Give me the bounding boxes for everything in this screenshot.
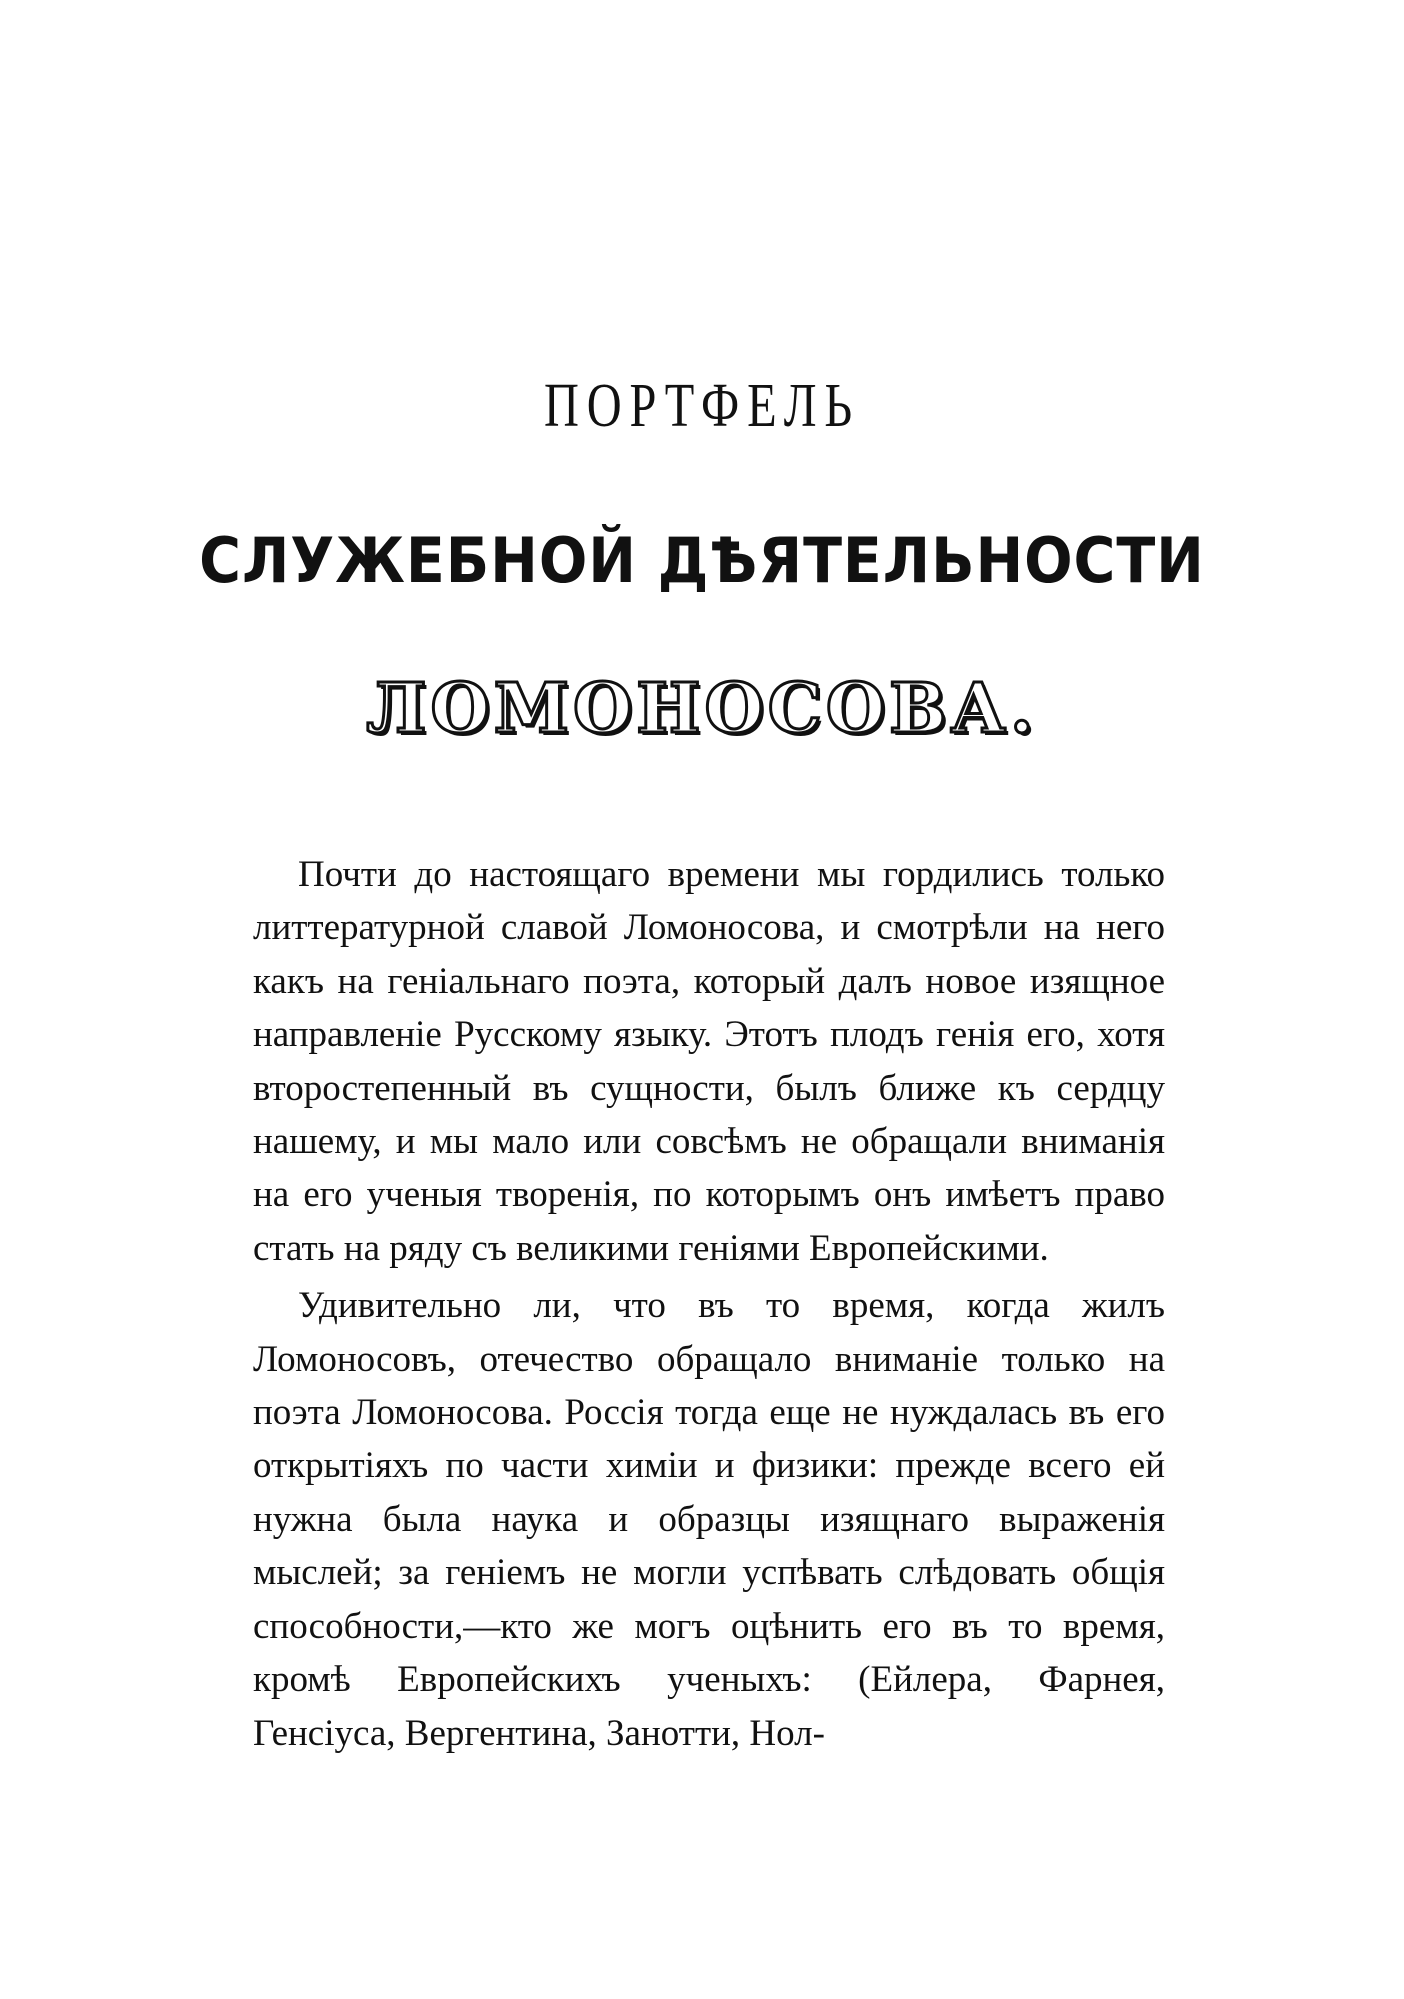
paragraph-1: Почти до настоящаго времени мы гордились только литтературной славой Ломоносова, и смотрѣли на него какъ на геніальнаго поэта, который далъ новое изящное направленіе Русскому языку. Этотъ плодъ генія его, хотя второстепенный въ сущности, былъ ближе къ сердцу нашему, и мы мало или совсѣмъ не обращали вниманія на его ученыя творенія, по которымъ онъ имѣетъ право стать на ряду съ великими геніями Европейскими. (253, 854, 1165, 1269)
title-lomonosov: ЛОМОНОСОВА. (366, 669, 1038, 749)
title-portfolio: ПОРТФЕЛЬ (544, 372, 860, 440)
paragraph-2: Удивительно ли, что въ то время, когда жилъ Ломоносовъ, отечество обращало вниманіе только на поэта Ломоносова. Россія тогда еще не нуждалась въ его открытіяхъ по части химіи и физики: прежде всего ей нужна была наука и образцы изящнаго выраженія мыслей; за геніемъ не могли успѣвать слѣдовать общія способности,—кто же могъ оцѣнить его въ то время, кромѣ Европейскихъ ученыхъ: (Ейлера, Фарнея, Генсіуса, Вергентина, Занотти, Нол- (253, 1285, 1165, 1754)
body-text (253, 848, 1165, 1760)
title-service-activity: СЛУЖЕБНОЙ ДѢЯТЕЛЬНОСТИ (199, 524, 1205, 597)
